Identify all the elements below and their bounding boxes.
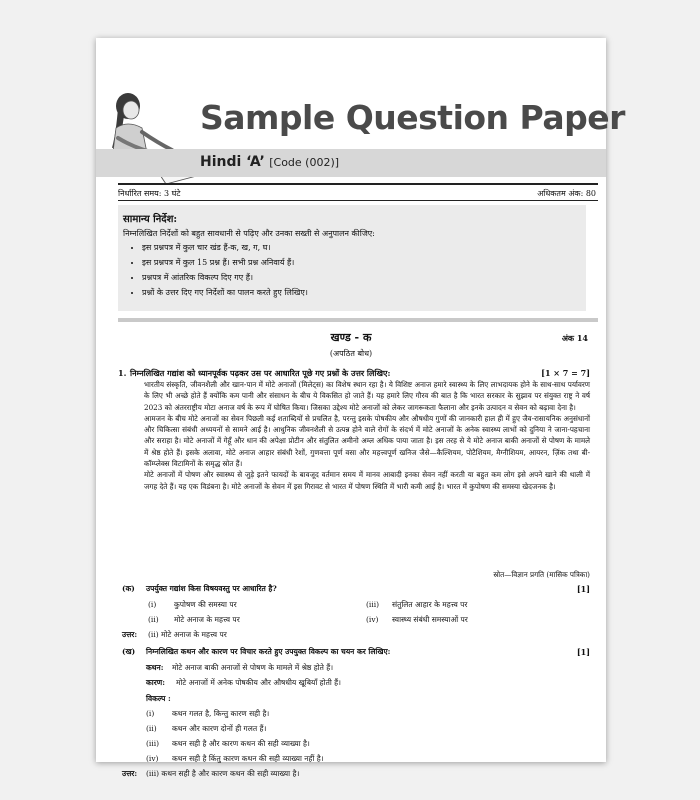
subject-name: Hindi ‘A’ (200, 154, 265, 170)
question-number: 1. (118, 368, 127, 378)
option-text: कथन गलत है, किन्तु कारण सही है। (172, 709, 270, 718)
passage-paragraph: मोटे अनाजों में पोषण और स्वास्थ्य से जुड़े इतने फायदों के बावजूद वर्तमान समय में मानव आबादी इनका सेवन नहीं करती या बहुत कम लोग इसे अपने खाने की थाली में जगह देते हैं। यह एक विडंबना है। मोटे अनाजों के सेवन में इस गिरावट से भारत में पोषण स्थिति में भारी कमी आई है। भारत में कुपोषण की समस्या खेदजनक है। (144, 470, 590, 491)
question-text: निम्नलिखित कथन और कारण पर विचार करते हुए उपयुक्त विकल्प का चयन कर लिखिए: (146, 647, 391, 656)
reason-text: मोटे अनाजों में अनेक पोषकीय और औषधीय खूबियाँ होती हैं। (176, 678, 342, 687)
section-subtitle: (अपठित बोध) (329, 349, 373, 358)
answer-text: (iii) कथन सही है और कारण कथन की सही व्याख्या है। (146, 769, 300, 778)
section-marks: अंक 14 (561, 333, 588, 343)
option-text: संतुलित आहार के महत्त्व पर (392, 600, 468, 609)
section-title: खण्ड - क (330, 331, 372, 344)
unseen-passage (144, 379, 590, 492)
passage-source: स्रोत—विज्ञान प्रगति (मासिक पत्रिका) (493, 570, 590, 579)
option-number: (i) (146, 709, 155, 718)
instructions-heading: सामान्य निर्देश: (123, 214, 178, 225)
list-item: • प्रश्नपत्र में आंतरिक विकल्प दिए गए हैं। (142, 273, 308, 283)
option-number: (iv) (366, 615, 379, 624)
question-1-marks: [1 × 7 = 7] (541, 368, 590, 378)
meta-rule (118, 200, 598, 201)
options-label: विकल्प : (146, 694, 171, 703)
passage-paragraph: भारतीय संस्कृति, जीवनशैली और खान-पान में मोटे अनाजों (मिलेट्स) का विशेष स्थान रहा है। ये विशिष्ट अनाज हमारे स्वास्थ्य के लिए लाभदायक होने के साथ-साथ पर्यावरण के लिए भी अच्छे होते हैं क्योंकि कम पानी और संसाधन के बीच ये विकसित हो जाते हैं। यह हमारे लिए गौरव की बात है कि भारत सरकार के सुझाव पर संयुक्त राष्ट्र ने वर्ष 2023 को अंतरराष्ट्रीय मोटा अनाज वर्ष के रूप में घोषित किया। जिसका उद्देश्य मोटे अनाजों को लेकर जागरूकता फैलाना और इनके उत्पादन व सेवन को बढ़ावा देना है। (144, 380, 590, 412)
question-label: (क) (122, 584, 135, 593)
list-item: • प्रश्नों के उत्तर दिए गए निर्देशों का पालन करते हुए लिखिए। (142, 288, 308, 298)
question-text: उपर्युक्त गद्यांश किस विषयवस्तु पर आधारित है? (146, 584, 277, 593)
option-number: (i) (148, 600, 157, 609)
passage-paragraph: आमजन के बीच मोटे अनाजों का सेवन पिछली कई शताब्दियों से प्रचलित है, परन्तु इसके पोषकीय और औषधीय गुणों की जानकारी हाल ही में हुए जैव-रासायनिक अनुसंधानों और चिकित्सा संबंधी अध्ययनों से सामने आई है। आधुनिक जीवनशैली से उत्पन्न होने वाले रोगों के संदर्भ में मोटे अनाजों के अनेक स्वास्थ्य लाभों को दुनिया ने जाना-पहचाना और सराहा है। मोटे अनाजों में गेहूँ और धान की अपेक्षा प्रोटीन और संतुलित अमीनो अम्ल अधिक पाया जाता है। इस तरह से ये मोटे अनाज बाकी अनाजों से पोषण के मामले में श्रेष्ठ होते हैं। इसके अलावा, मोटे अनाज आहार संबंधी रेशों, गुणवत्ता पूर्ण वसा और महत्त्वपूर्ण खनिज जैसे—कैल्शियम, पोटैशियम, मैग्नीशियम, आयरन, ज़िंक तथा बी-कॉम्प्लेक्स विटामिनों के समृद्ध स्रोत हैं। (144, 413, 590, 469)
time-allowed: निर्धारित समय: 3 घंटे (118, 189, 181, 198)
subject-line (200, 154, 339, 170)
option-number: (iii) (366, 600, 380, 609)
list-item: • इस प्रश्नपत्र में कुल चार खंड हैं-क, ख, ग, घ। (142, 243, 308, 253)
subject-band (96, 149, 606, 177)
option-number: (ii) (148, 615, 159, 624)
page-title: Sample Question Paper (200, 98, 625, 137)
subject-code: [Code (002)] (269, 156, 340, 169)
option-text: कथन सही है किंतु कारण कथन की सही व्याख्या नहीं है। (172, 754, 324, 763)
statement-label: कथन: (146, 663, 164, 672)
instructions-intro: निम्नलिखित निर्देशों को बहुत सावधानी से पढ़िए और उनका सख्ती से अनुपालन कीजिए: (123, 229, 375, 238)
reason-label: कारण: (146, 678, 165, 687)
answer-label: उत्तर: (122, 769, 138, 778)
option-text: कथन और कारण दोनों ही गलत हैं। (172, 724, 267, 733)
option-number: (iii) (146, 739, 160, 748)
question-marks: [1] (576, 584, 590, 594)
list-item: • इस प्रश्नपत्र में कुल 15 प्रश्न हैं। सभी प्रश्न अनिवार्य हैं। (142, 258, 308, 268)
option-number: (iv) (146, 754, 159, 763)
question-text: निम्नलिखित गद्यांश को ध्यानपूर्वक पढ़कर उस पर आधारित पूछे गए प्रश्नों के उत्तर लिखिए: (130, 368, 391, 378)
option-text: कथन सही है और कारण कथन की सही व्याख्या है। (172, 739, 310, 748)
statement-text: मोटे अनाज बाकी अनाजों से पोषण के मामले में श्रेष्ठ होते हैं। (172, 663, 334, 672)
question-label: (ख) (122, 647, 136, 656)
answer-label: उत्तर: (122, 630, 138, 639)
question-marks: [1] (576, 647, 590, 657)
option-text: मोटे अनाज के महत्त्व पर (174, 615, 240, 624)
max-marks: अधिकतम अंक: 80 (537, 189, 596, 198)
top-rule (118, 183, 598, 185)
option-number: (ii) (146, 724, 157, 733)
answer-text: (ii) मोटे अनाज के महत्त्व पर (148, 630, 227, 639)
question-paper-page (96, 38, 625, 778)
option-text: कुपोषण की समस्या पर (174, 600, 237, 609)
question-1 (118, 368, 391, 379)
section-divider (118, 318, 598, 322)
option-text: स्वास्थ्य संबंधी समस्याओं पर (392, 615, 468, 624)
general-instructions-box (118, 205, 586, 311)
instructions-list (128, 243, 308, 303)
